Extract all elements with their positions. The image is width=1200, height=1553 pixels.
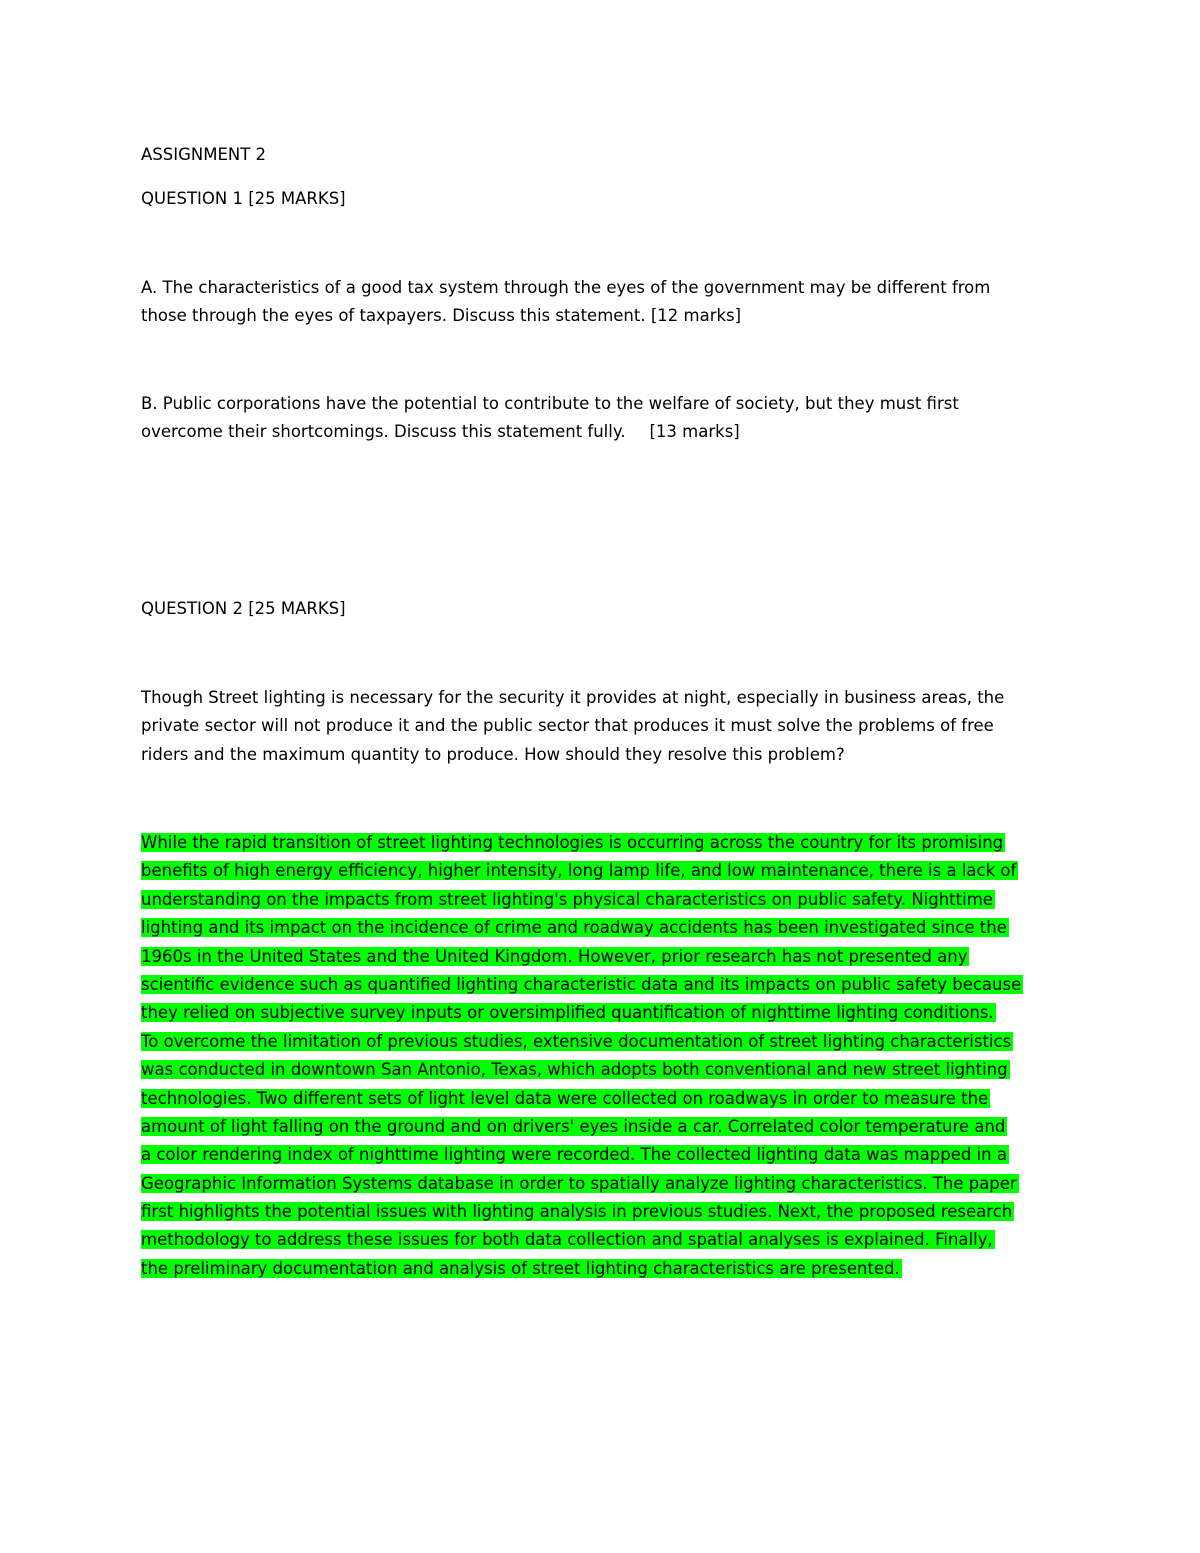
answer-line xyxy=(141,1198,1023,1226)
answer-line xyxy=(141,1141,1023,1169)
answer-line xyxy=(141,1028,1023,1056)
answer-line xyxy=(141,1255,1023,1283)
answer-line-text: Geographic Information Systems database in order to spatially analyze lighting characteristics. The paper xyxy=(141,1173,1017,1193)
answer-line-text: While the rapid transition of street lighting technologies is occurring across the country for its promising xyxy=(141,833,1004,852)
part-a-line: A. The characteristics of a good tax system through the eyes of the government may be different from xyxy=(141,278,991,297)
answer-line-text: was conducted in downtown San Antonio, Texas, which adopts both conventional and new street lighting xyxy=(141,1060,1008,1080)
answer-line-text: understanding on the impacts from street lighting's physical characteristics on public safety. Nighttime xyxy=(141,889,993,909)
question-1-part-b xyxy=(141,390,959,447)
answer-line xyxy=(141,1113,1023,1141)
prompt-line: riders and the maximum quantity to produce. How should they resolve this problem? xyxy=(141,744,845,764)
answer-line xyxy=(141,886,1023,914)
answer-line-text: technologies. Two different sets of light level data were collected on roadways in order to measure the xyxy=(141,1088,989,1108)
question-1-heading: QUESTION 1 [25 MARKS] xyxy=(141,189,346,208)
answer-line xyxy=(141,1170,1023,1198)
answer-line-text: a color rendering index of nighttime lighting were recorded. The collected lighting data was mapped in a xyxy=(141,1145,1007,1165)
answer-line-text: To overcome the limitation of previous studies, extensive documentation of street lighting characteristics xyxy=(141,1031,1012,1051)
prompt-line: Though Street lighting is necessary for the security it provides at night, especially in business areas, the xyxy=(141,688,1005,707)
answer-line xyxy=(141,943,1023,971)
assignment-title: ASSIGNMENT 2 xyxy=(141,145,267,164)
answer-line xyxy=(141,1226,1023,1254)
highlighted-answer xyxy=(141,829,1023,1283)
answer-line-text: the preliminary documentation and analysis of street lighting characteristics are presented. xyxy=(141,1258,900,1278)
part-b-marks: [13 marks] xyxy=(649,422,740,442)
answer-line xyxy=(141,999,1023,1027)
answer-line-text: first highlights the potential issues with lighting analysis in previous studies. Next, the proposed research xyxy=(141,1202,1013,1222)
part-a-line: those through the eyes of taxpayers. Discuss this statement. [12 marks] xyxy=(141,306,742,326)
answer-line xyxy=(141,1085,1023,1113)
answer-line xyxy=(141,829,1023,857)
answer-line-text: benefits of high energy efficiency, higher intensity, long lamp life, and low maintenance, there is a lack of xyxy=(141,861,1017,881)
answer-line-text: 1960s in the United States and the United Kingdom. However, prior research has not presented any xyxy=(141,946,968,966)
prompt-line: private sector will not produce it and the public sector that produces it must solve the problems of free xyxy=(141,716,994,736)
answer-line-text: methodology to address these issues for both data collection and spatial analyses is explained. Finally, xyxy=(141,1230,993,1250)
question-2-heading: QUESTION 2 [25 MARKS] xyxy=(141,599,346,618)
answer-line xyxy=(141,971,1023,999)
answer-line-text: they relied on subjective survey inputs or oversimplified quantification of nighttime lighting conditions. xyxy=(141,1003,994,1023)
answer-line xyxy=(141,857,1023,885)
part-b-line-text: overcome their shortcomings. Discuss this statement fully. xyxy=(141,422,626,442)
part-b-line: B. Public corporations have the potential to contribute to the welfare of society, but they must first xyxy=(141,394,959,413)
answer-line-text: scientific evidence such as quantified lighting characteristic data and its impacts on public safety because xyxy=(141,974,1022,994)
answer-line-text: lighting and its impact on the incidence of crime and roadway accidents has been investigated since the xyxy=(141,918,1007,938)
answer-line xyxy=(141,914,1023,942)
answer-line-text: amount of light falling on the ground and on drivers' eyes inside a car. Correlated color temperature and xyxy=(141,1116,1006,1136)
answer-line xyxy=(141,1056,1023,1084)
question-1-part-a xyxy=(141,274,990,331)
question-2-prompt xyxy=(141,684,1004,769)
part-b-line xyxy=(141,418,959,446)
